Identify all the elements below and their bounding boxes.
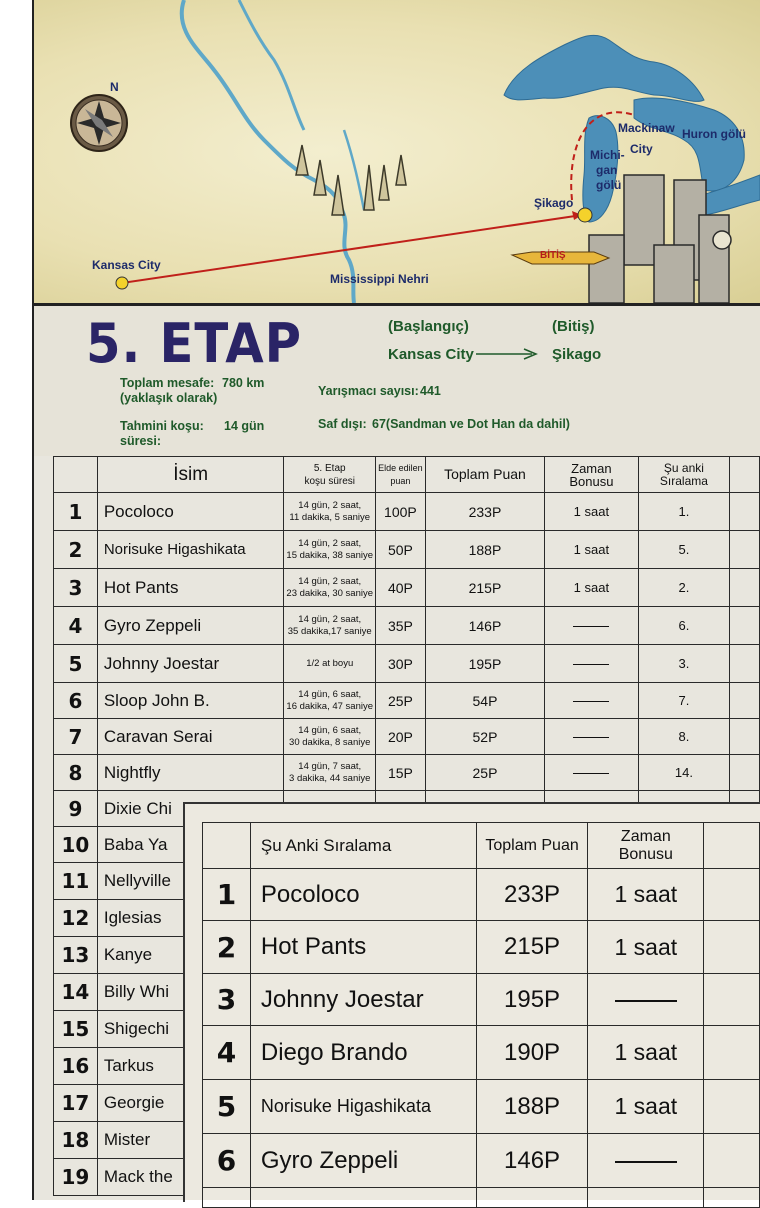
standings-bonus xyxy=(588,974,704,1026)
mackinaw-label-2: City xyxy=(630,142,653,156)
end-city: Şikago xyxy=(552,346,602,363)
standings-extra xyxy=(704,974,760,1026)
row-extra xyxy=(730,645,760,683)
kansas-city-marker xyxy=(116,277,128,289)
estimate-label-2: süresi: xyxy=(120,434,161,448)
mississippi-label: Mississippi Nehri xyxy=(330,272,429,286)
standings-extra xyxy=(704,1134,760,1188)
estimate-label-1: Tahmini koşu: xyxy=(120,419,204,433)
row-time-1: 14 gün, 6 saat, xyxy=(298,688,362,700)
standings-header-name: Şu Anki Sıralama xyxy=(250,823,476,869)
row-points: 100P xyxy=(375,493,425,531)
row-bonus: 1 saat xyxy=(545,531,639,569)
row-points: 15P xyxy=(375,755,425,791)
row-total: 233P xyxy=(425,493,544,531)
row-number: 9 xyxy=(54,791,98,827)
standings-total: 233P xyxy=(476,869,588,921)
michigan-label-3: gölü xyxy=(596,178,622,192)
michigan-label-2: gan xyxy=(596,163,618,177)
row-number: 15 xyxy=(54,1011,98,1048)
row-name: Nellyville xyxy=(97,863,284,900)
row-extra xyxy=(730,719,760,755)
row-name: Shigechi xyxy=(97,1011,284,1048)
row-rank: 8. xyxy=(638,719,730,755)
header-rank xyxy=(638,457,730,493)
standings-header-bonus-1: Zaman xyxy=(620,827,671,845)
compass-north-label: N xyxy=(110,80,119,94)
row-time xyxy=(284,755,376,791)
row-name: Hot Pants xyxy=(97,569,284,607)
header-num xyxy=(54,457,98,493)
standings-row xyxy=(203,1134,760,1188)
no-bonus-dash xyxy=(573,737,609,738)
row-number: 4 xyxy=(54,607,98,645)
row-time xyxy=(284,493,376,531)
standings-bonus: 1 saat xyxy=(588,921,704,974)
row-number: 7 xyxy=(54,719,98,755)
mackinaw-label-1: Mackinaw xyxy=(618,121,675,135)
start-city: Kansas City xyxy=(388,346,474,363)
standings-row xyxy=(203,974,760,1026)
table-row xyxy=(54,683,760,719)
standings-total: 188P xyxy=(476,1080,588,1134)
header-points xyxy=(375,457,425,493)
standings-extra xyxy=(704,1080,760,1134)
standings-total: 195P xyxy=(476,974,588,1026)
dq-value: 67(Sandman ve Dot Han da dahil) xyxy=(372,417,570,431)
row-number: 14 xyxy=(54,974,98,1011)
no-bonus-dash xyxy=(615,1161,677,1163)
standings-name: Norisuke Higashikata xyxy=(250,1080,476,1134)
table-header-row xyxy=(54,457,760,493)
row-name: Kanye xyxy=(97,937,284,974)
row-rank: 7. xyxy=(638,683,730,719)
standings-row xyxy=(203,921,760,974)
row-time xyxy=(284,569,376,607)
row-points: 30P xyxy=(375,645,425,683)
row-time xyxy=(284,607,376,645)
row-time-1: 14 gün, 2 saat, xyxy=(298,613,362,625)
route-arrow-icon xyxy=(476,347,538,361)
standings-rank: 4 xyxy=(203,1026,251,1080)
row-time-2: 3 dakika, 44 saniye xyxy=(289,772,371,784)
dq-label: Saf dışı: xyxy=(318,417,367,431)
bitis-banner-label: BİTİŞ xyxy=(540,250,566,261)
end-label: (Bitiş) xyxy=(552,318,595,335)
table-row xyxy=(54,607,760,645)
row-points: 40P xyxy=(375,569,425,607)
row-time-2: 16 dakika, 47 saniye xyxy=(286,700,374,712)
standings-name: Gyro Zeppeli xyxy=(250,1134,476,1188)
row-bonus xyxy=(545,683,639,719)
standings-row xyxy=(203,1026,760,1080)
row-number: 2 xyxy=(54,531,98,569)
distance-note: (yaklaşık olarak) xyxy=(120,391,218,405)
row-extra xyxy=(730,683,760,719)
standings-header-total: Toplam Puan xyxy=(476,823,588,869)
distance-value: 780 km xyxy=(222,376,265,390)
no-bonus-dash xyxy=(573,773,609,774)
row-name: Dixie Chi xyxy=(97,791,284,827)
row-extra xyxy=(730,755,760,791)
row-time-2: 23 dakika, 30 saniye xyxy=(286,587,374,599)
contestants-label: Yarışmacı sayısı: xyxy=(318,384,419,398)
header-rank-1: Şu anki xyxy=(663,460,704,475)
header-bonus xyxy=(545,457,639,493)
row-name: Nightfly xyxy=(97,755,284,791)
standings-rank: 2 xyxy=(203,921,251,974)
standings-rank: 1 xyxy=(203,869,251,921)
row-number: 1 xyxy=(54,493,98,531)
stage-title: 5. ETAP xyxy=(86,312,303,375)
standings-name: Diego Brando xyxy=(250,1026,476,1080)
table-row xyxy=(54,719,760,755)
huron-label: Huron gölü xyxy=(682,127,746,141)
row-rank: 3. xyxy=(638,645,730,683)
row-name: Sloop John B. xyxy=(97,683,284,719)
row-extra xyxy=(730,569,760,607)
row-points: 25P xyxy=(375,683,425,719)
row-time xyxy=(284,531,376,569)
kansas-city-label: Kansas City xyxy=(92,258,161,272)
row-total: 54P xyxy=(425,683,544,719)
row-name: Iglesias xyxy=(97,900,284,937)
row-bonus: 1 saat xyxy=(545,493,639,531)
row-bonus xyxy=(545,755,639,791)
standings-name: Johnny Joestar xyxy=(250,974,476,1026)
standings-row xyxy=(203,869,760,921)
row-total: 146P xyxy=(425,607,544,645)
row-number: 18 xyxy=(54,1122,98,1159)
standings-rank: 3 xyxy=(203,974,251,1026)
table-row xyxy=(54,493,760,531)
row-number: 3 xyxy=(54,569,98,607)
row-extra xyxy=(730,607,760,645)
header-name: İsim xyxy=(97,457,284,493)
header-time-1: 5. Etap xyxy=(313,462,346,474)
row-time xyxy=(284,719,376,755)
row-name: Baba Ya xyxy=(97,827,284,863)
row-name: Billy Whi xyxy=(97,974,284,1011)
row-points: 20P xyxy=(375,719,425,755)
standings-row-partial xyxy=(203,1188,760,1208)
row-time: 1/2 at boyu xyxy=(284,645,376,683)
row-name: Mister xyxy=(97,1122,284,1159)
row-total: 25P xyxy=(425,755,544,791)
standings-header-row xyxy=(203,823,760,869)
no-bonus-dash xyxy=(615,1000,677,1002)
row-time-1: 14 gün, 6 saat, xyxy=(298,724,362,736)
row-name: Tarkus xyxy=(97,1048,284,1085)
row-name: Norisuke Higashikata xyxy=(97,531,284,569)
standings-table xyxy=(202,822,760,1208)
row-name: Johnny Joestar xyxy=(97,645,284,683)
standings-total: 190P xyxy=(476,1026,588,1080)
no-bonus-dash xyxy=(573,626,609,627)
row-number: 19 xyxy=(54,1159,98,1196)
row-number: 16 xyxy=(54,1048,98,1085)
header-bonus-2: Bonusu xyxy=(569,473,614,489)
lake-superior xyxy=(504,35,704,101)
row-extra xyxy=(730,531,760,569)
no-bonus-dash xyxy=(573,664,609,665)
row-name: Pocoloco xyxy=(97,493,284,531)
row-name: Caravan Serai xyxy=(97,719,284,755)
standings-bonus: 1 saat xyxy=(588,1080,704,1134)
standings-bonus: 1 saat xyxy=(588,1026,704,1080)
header-rank-2: Sıralama xyxy=(659,473,708,488)
row-number: 12 xyxy=(54,900,98,937)
row-time-1: 14 gün, 2 saat, xyxy=(298,537,362,549)
row-number: 6 xyxy=(54,683,98,719)
header-time xyxy=(284,457,376,493)
row-bonus: 1 saat xyxy=(545,569,639,607)
row-time-1: 14 gün, 2 saat, xyxy=(298,499,362,511)
standings-name: Pocoloco xyxy=(250,869,476,921)
table-row xyxy=(54,645,760,683)
standings-total: 215P xyxy=(476,921,588,974)
header-extra xyxy=(730,457,760,493)
row-points: 50P xyxy=(375,531,425,569)
row-time-1: 14 gün, 2 saat, xyxy=(298,575,362,587)
row-total: 215P xyxy=(425,569,544,607)
row-number: 10 xyxy=(54,827,98,863)
row-rank: 1. xyxy=(638,493,730,531)
river-branch xyxy=(344,130,364,210)
no-bonus-dash xyxy=(573,701,609,702)
row-time-2: 15 dakika, 38 saniye xyxy=(286,549,374,561)
sikago-marker xyxy=(578,208,592,222)
standings-header-extra xyxy=(704,823,760,869)
row-name: Gyro Zeppeli xyxy=(97,607,284,645)
row-extra xyxy=(730,493,760,531)
tributary-river xyxy=(239,0,304,130)
mississippi-river xyxy=(182,0,354,303)
header-time-2: koşu süresi xyxy=(304,475,356,487)
row-rank: 2. xyxy=(638,569,730,607)
row-bonus xyxy=(545,645,639,683)
standings-bonus xyxy=(588,1134,704,1188)
row-time-2: 11 dakika, 5 saniye xyxy=(289,511,371,523)
row-time-2: 35 dakika,17 saniye xyxy=(287,625,372,637)
row-number: 8 xyxy=(54,755,98,791)
standings-header-num xyxy=(203,823,251,869)
michigan-label-1: Michi- xyxy=(590,148,625,162)
route-map xyxy=(34,0,760,303)
standings-header-bonus-2: Bonusu xyxy=(618,845,673,863)
row-time-1: 14 gün, 7 saat, xyxy=(298,760,362,772)
row-points: 35P xyxy=(375,607,425,645)
header-bonus-1: Zaman xyxy=(571,460,612,476)
row-total: 52P xyxy=(425,719,544,755)
row-number: 17 xyxy=(54,1085,98,1122)
row-rank: 14. xyxy=(638,755,730,791)
standings-rank: 6 xyxy=(203,1134,251,1188)
row-time-2: 30 dakika, 8 saniye xyxy=(289,736,371,748)
standings-total: 146P xyxy=(476,1134,588,1188)
standings-extra xyxy=(704,869,760,921)
row-rank: 6. xyxy=(638,607,730,645)
distance-label: Toplam mesafe: xyxy=(120,376,215,390)
header-total: Toplam Puan xyxy=(425,457,544,493)
standings-row xyxy=(203,1080,760,1134)
header-points-2: puan xyxy=(390,475,411,486)
sikago-map-label: Şikago xyxy=(534,196,574,210)
row-rank: 5. xyxy=(638,531,730,569)
row-name: Mack the xyxy=(97,1159,284,1196)
table-row xyxy=(54,755,760,791)
row-bonus xyxy=(545,607,639,645)
standings-name: Hot Pants xyxy=(250,921,476,974)
row-total: 188P xyxy=(425,531,544,569)
row-number: 11 xyxy=(54,863,98,900)
row-number: 13 xyxy=(54,937,98,974)
standings-header-bonus xyxy=(588,823,704,869)
contestants-value: 441 xyxy=(420,384,441,398)
standings-bonus: 1 saat xyxy=(588,869,704,921)
standings-extra xyxy=(704,1026,760,1080)
row-number: 5 xyxy=(54,645,98,683)
estimate-value: 14 gün xyxy=(224,419,265,433)
row-total: 195P xyxy=(425,645,544,683)
table-row xyxy=(54,531,760,569)
header-points-1: Elde edilen xyxy=(378,462,423,473)
start-label: (Başlangıç) xyxy=(388,318,469,335)
standings-rank: 5 xyxy=(203,1080,251,1134)
table-row xyxy=(54,569,760,607)
compass-rose xyxy=(71,95,127,151)
row-bonus xyxy=(545,719,639,755)
row-time xyxy=(284,683,376,719)
standings-extra xyxy=(704,921,760,974)
row-name: Georgie xyxy=(97,1085,284,1122)
